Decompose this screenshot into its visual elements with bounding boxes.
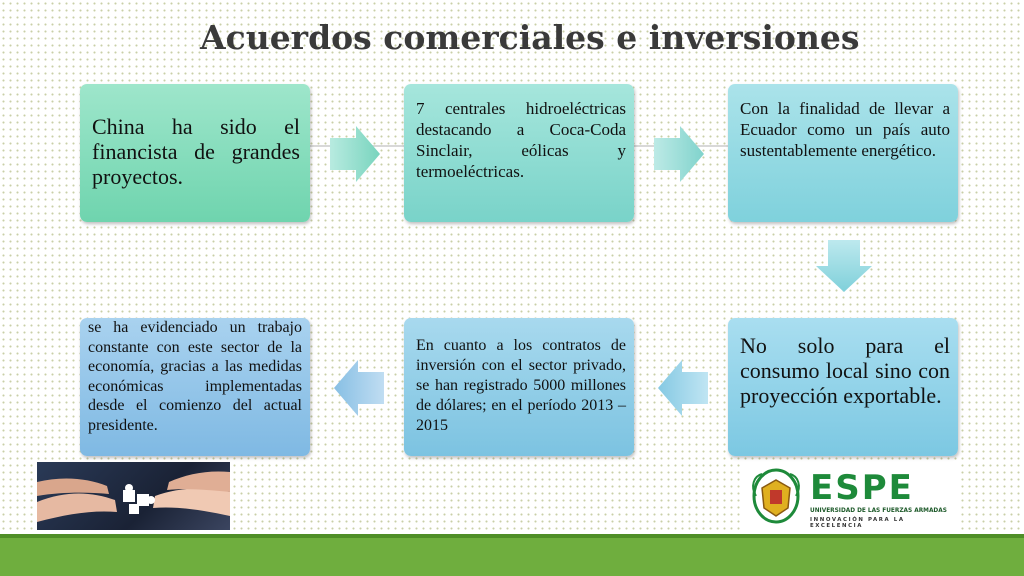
arrow-left-icon [332,360,384,416]
flow-box-3-text: Con la finalidad de llevar a Ecuador como un país auto sustentablemente energético. [740,99,950,160]
flow-box-5 [404,318,634,456]
arrow-down-icon [816,240,872,294]
arrow-right-icon [654,126,706,182]
logo-subtitle: UNIVERSIDAD DE LAS FUERZAS ARMADAS [810,508,947,514]
puzzle-hands-image [37,462,230,530]
arrow-left-icon [656,360,708,416]
flow-box-2 [404,84,634,222]
flow-box-4-text: No solo para el consumo local sino con proyección exportable. [740,333,950,408]
footer-bar [0,534,1024,576]
arrow-right-icon [330,126,382,182]
espe-logo [740,462,960,530]
puzzle-hands-icon [37,462,230,530]
flow-box-4 [728,318,958,456]
flow-box-6 [80,318,310,456]
flow-box-1 [80,84,310,222]
footer-divider [0,534,1024,538]
flow-box-5-text: En cuanto a los contratos de inversión con el sector privado, se han registrado 5000 millones de dólares; en el período 2013 – 2015 [416,337,626,434]
flow-box-1-text: China ha sido el financista de grandes proyectos. [92,114,300,189]
flow-box-6-text: se ha evidenciado un trabajo constante con este sector de la economía, gracias a las medidas económicas implementadas desde el comienzo del actual presidente. [88,319,302,434]
logo-tagline: INNOVACIÓN PARA LA EXCELENCIA [810,517,905,529]
crest-icon [748,466,804,526]
slide-title: Acuerdos comerciales e inversiones [200,18,860,57]
logo-wordmark: ESPE [810,468,914,508]
flow-box-3 [728,84,958,222]
flow-box-2-text: 7 centrales hidroeléctricas destacando a Coca-Coda Sinclair, eólicas y termoeléctricas. [416,99,626,181]
